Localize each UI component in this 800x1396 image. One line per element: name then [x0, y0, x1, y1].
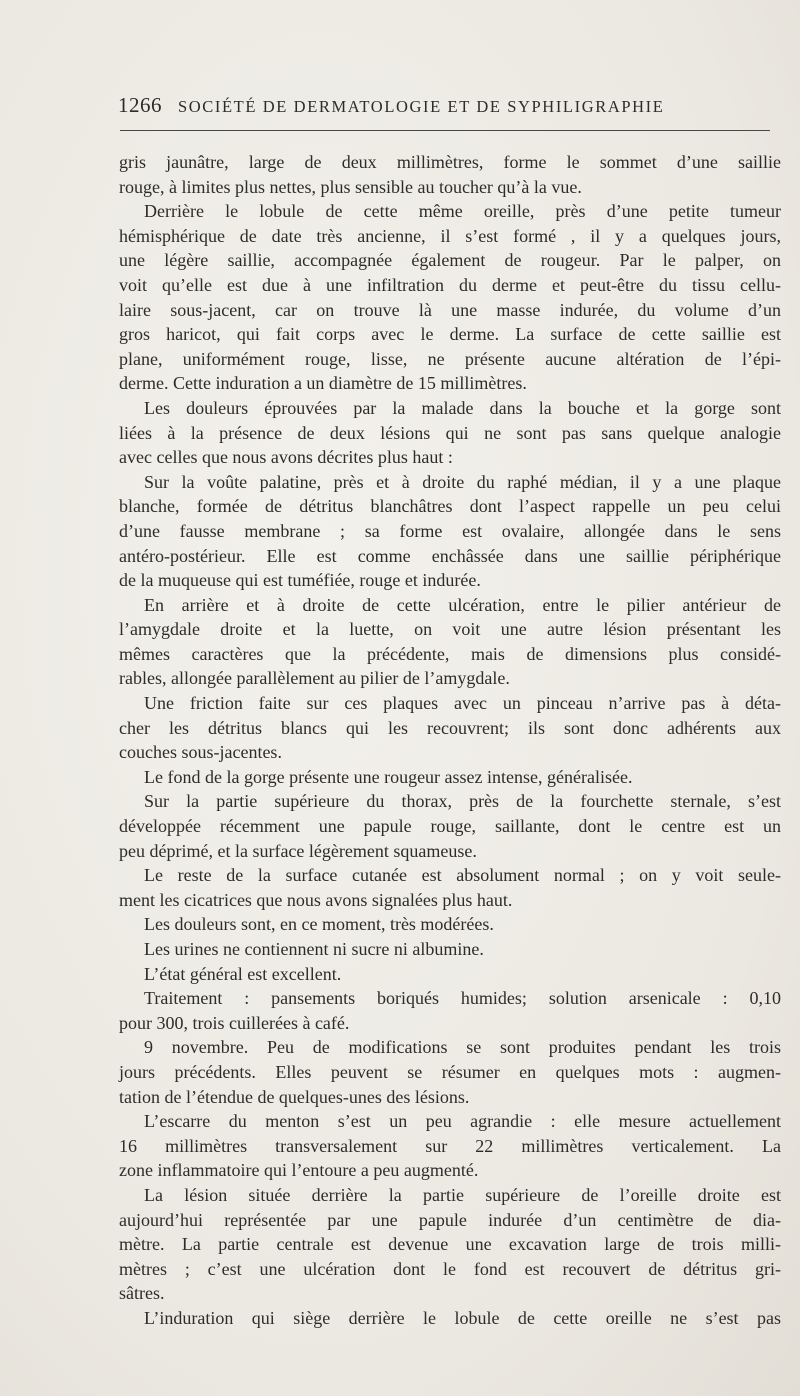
- text-line: 9 novembre. Peu de modifications se sont produites pendant les trois: [144, 1037, 781, 1058]
- text-line: derme. Cette induration a un diamètre de 15 millimètres.: [119, 373, 527, 394]
- text-line: mètres ; c’est une ulcération dont le fond est recouvert de détritus gri-: [119, 1258, 781, 1279]
- text-line: d’une fausse membrane ; sa forme est ovalaire, allongée dans le sens: [119, 520, 781, 541]
- text-line: antéro-postérieur. Elle est comme enchâssée dans une saillie périphérique: [119, 545, 781, 566]
- text-line: gros haricot, qui fait corps avec le derme. La surface de cette saillie est: [119, 324, 781, 345]
- text-line: ment les cicatrices que nous avons signalées plus haut.: [119, 889, 513, 910]
- text-line: hémisphérique de date très ancienne, il s’est formé , il y a quelques jours,: [119, 225, 781, 246]
- text-line: Derrière le lobule de cette même oreille, près d’une petite tumeur: [144, 201, 781, 222]
- text-line: laire sous-jacent, car on trouve là une masse indurée, du volume d’un: [119, 299, 781, 320]
- page-number: 1266: [118, 93, 162, 117]
- text-line: plane, uniformément rouge, lisse, ne présente aucune altération de l’épi-: [119, 348, 781, 369]
- text-line: Les douleurs éprouvées par la malade dans la bouche et la gorge sont: [144, 397, 781, 418]
- text-line: mêmes caractères que la précédente, mais de dimensions plus considé-: [119, 643, 781, 664]
- text-line: blanche, formée de détritus blanchâtres dont l’aspect rappelle un peu celui: [119, 496, 781, 517]
- text-line: 16 millimètres transversalement sur 22 millimètres verticalement. La: [119, 1135, 781, 1156]
- text-line: jours précédents. Elles peuvent se résumer en quelques mots : augmen-: [119, 1061, 781, 1082]
- text-line: l’amygdale droite et la luette, on voit une autre lésion présentant les: [119, 619, 781, 640]
- text-line: L’escarre du menton s’est un peu agrandie : elle mesure actuellement: [144, 1111, 781, 1132]
- text-line: Les urines ne contiennent ni sucre ni albumine.: [144, 939, 484, 959]
- text-line: La lésion située derrière la partie supérieure de l’oreille droite est: [144, 1184, 781, 1205]
- text-line: de la muqueuse qui est tuméfiée, rouge et indurée.: [119, 570, 481, 591]
- text-line: couches sous-jacentes.: [119, 742, 282, 763]
- text-line: peu déprimé, et la surface légèrement squameuse.: [119, 840, 477, 861]
- text-line: tation de l’étendue de quelques-unes des lésions.: [119, 1086, 470, 1107]
- text-line: pour 300, trois cuillerées à café.: [119, 1012, 350, 1033]
- text-line: L’état général est excellent.: [144, 963, 342, 984]
- text-line: gris jaunâtre, large de deux millimètres, forme le sommet d’une saillie: [119, 152, 781, 172]
- text-line: Le fond de la gorge présente une rougeur assez intense, généralisée.: [144, 766, 633, 787]
- text-line: sâtres.: [119, 1283, 165, 1304]
- text-line: voit qu’elle est due à une infiltration du derme et peut-être du tissu cellu-: [119, 274, 781, 295]
- text-line: zone inflammatoire qui l’entoure a peu augmenté.: [119, 1160, 479, 1181]
- text-line: Les douleurs sont, en ce moment, très modérées.: [144, 914, 494, 935]
- text-line: Une friction faite sur ces plaques avec un pinceau n’arrive pas à déta-: [144, 693, 781, 714]
- text-line: liées à la présence de deux lésions qui ne sont pas sans quelque analogie: [119, 422, 781, 443]
- text-line: Sur la voûte palatine, près et à droite du raphé médian, il y a une plaque: [144, 471, 781, 492]
- text-line: Sur la partie supérieure du thorax, près de la fourchette sternale, s’est: [144, 791, 781, 812]
- text-line: Traitement : pansements boriqués humides; solution arsenicale : 0,10: [144, 988, 781, 1009]
- running-title: SOCIÉTÉ DE DERMATOLOGIE ET DE SYPHILIGRAPHIE: [178, 97, 665, 116]
- text-line: rouge, à limites plus nettes, plus sensible au toucher qu’à la vue.: [119, 176, 582, 197]
- text-line: avec celles que nous avons décrites plus haut :: [119, 447, 453, 468]
- text-line: En arrière et à droite de cette ulcération, entre le pilier antérieur de: [144, 594, 781, 615]
- text-line: L’induration qui siège derrière le lobule de cette oreille ne s’est pas: [144, 1307, 781, 1328]
- header-rule: [120, 130, 770, 131]
- text-line: cher les détritus blancs qui les recouvrent; ils sont donc adhérents aux: [119, 717, 781, 738]
- text-line: Le reste de la surface cutanée est absolument normal ; on y voit seule-: [144, 865, 781, 886]
- text-line: développée récemment une papule rouge, saillante, dont le centre est un: [119, 816, 781, 837]
- text-line: mètre. La partie centrale est devenue une excavation large de trois milli-: [119, 1234, 781, 1255]
- text-line: une légère saillie, accompagnée également de rougeur. Par le palper, on: [119, 250, 781, 271]
- body-text: [119, 150, 781, 1331]
- text-line: rables, allongée parallèlement au pilier de l’amygdale.: [119, 668, 510, 689]
- text-line: aujourd’hui représentée par une papule indurée d’un centimètre de dia-: [119, 1209, 781, 1230]
- page-header: [118, 93, 778, 123]
